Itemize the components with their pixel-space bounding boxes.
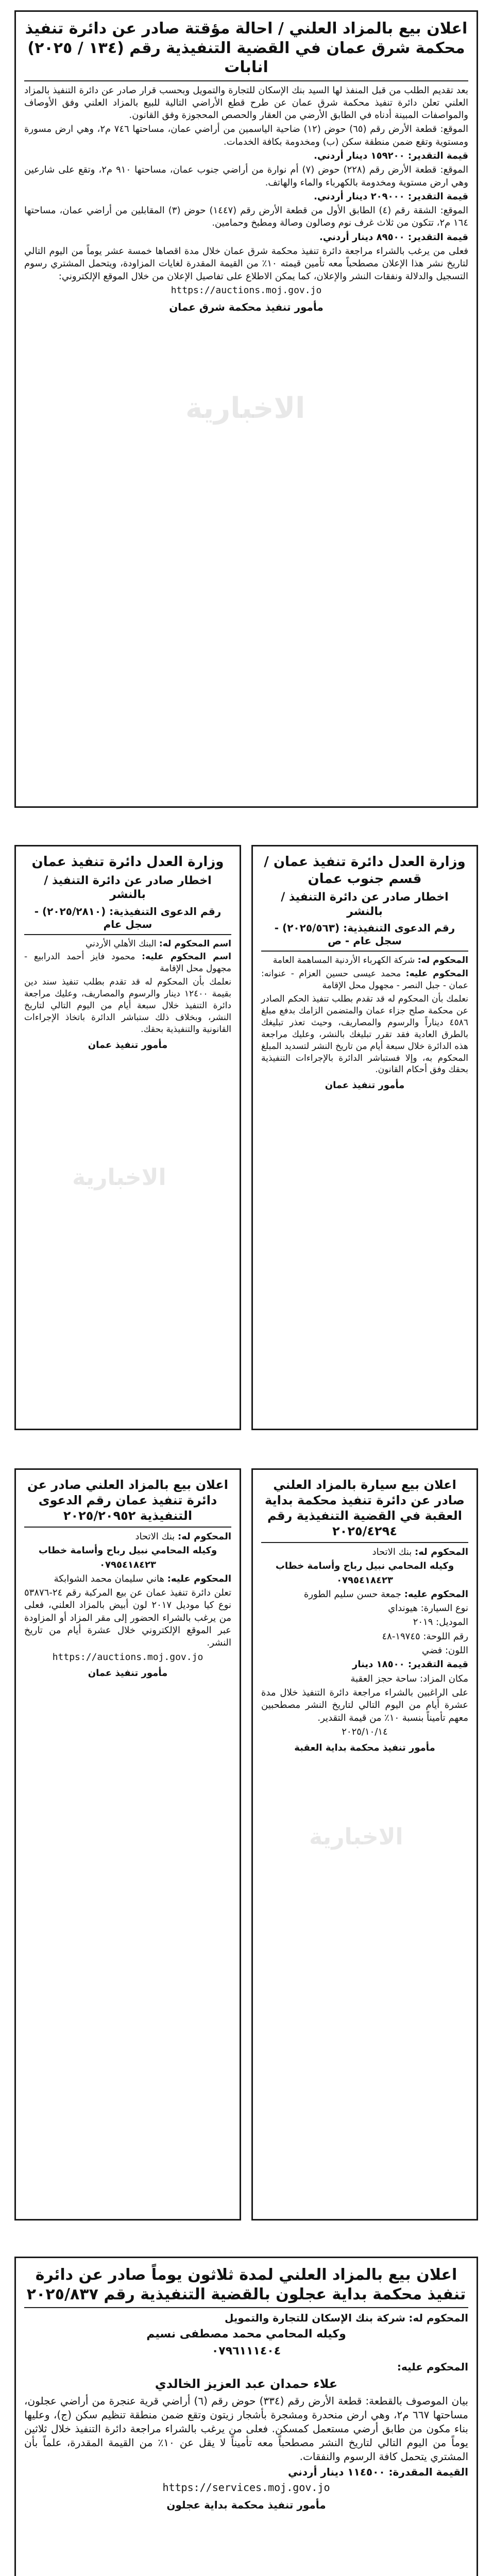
case-number: رقم الدعوى التنفيذية: (٢٠٢٥/٢٨١٠) - سجل عام <box>34 905 222 930</box>
list-item: الموديل: ٢٠١٩ <box>413 1617 468 1628</box>
notice-title: اعلان بيع بالمزاد العلني / احالة مؤقتة صادر عن دائرة تنفيذ محكمة شرق عمان في القضية التنفيذية رقم (١٣٤ / ٢٠٢٥) انابات <box>25 20 468 76</box>
auction-site-link[interactable]: https://auctions.moj.gov.jo <box>171 284 322 296</box>
list-item: الموقع: الشقة رقم (٤) الطابق الأول من قطعة الأرض رقم (١٤٤٧) حوض (٣) المقابلين من أراضي عمان، مساحتها ١٦٤ م٢، تتكون من ثلاث غرف نوم وصالون وصالة ومطبخ وحمامين. <box>24 205 469 229</box>
notice-subtitle: اخطار صادر عن دائرة التنفيذ / بالنشر <box>44 874 212 901</box>
creditor-name: شركة بنك الإسكان للتجارة والتمويل <box>225 2312 406 2324</box>
notice-title: اعلان بيع بالمزاد العلني صادر عن دائرة تنفيذ عمان رقم الدعوى التنفيذية ٢٠٢٥/٢٠٩٥٢ <box>27 1478 228 1523</box>
list-item: الموقع: قطعة الأرض رقم (٦٥) حوض (١٢) ضاحية الياسمين من أراضي عمان، مساحتها ٧٤٦ م٢، وهي ارض مسورة ومستوية وتقع ضمن منطقة سكن (ب) ومخدومة بكافة الخدمات. <box>24 124 468 147</box>
list-item: نوع السيارة: هيونداي <box>388 1603 468 1614</box>
notice-intro: بعد تقديم الطلب من قبل المنفذ لها السيد بنك الإسكان للتجارة والتمويل وبحسب قرار صادر عن دائرة التنفيذ بالمزاد العلني تعلن دائرة تنفيذ محكمة شرق عمان عن طرح قطع الأراضي التالية للبيع بالمزاد العلني وفق الأوصاف والمواصفات المبينة أدناه في الطابق الأرضي من العقار والحصص المحجوزة وفق القانون. <box>24 84 468 121</box>
agent-name: وكيله المحامي نبيل رباح وأسامة خطاب <box>275 1561 454 1572</box>
estimated-value: القيمة المقدرة: ١١٤٥٠٠ دينار أردني <box>288 2465 468 2478</box>
notice-title: وزارة العدل دائرة تنفيذ عمان / قسم جنوب عمان <box>264 854 466 887</box>
creditor-label: المحكوم له: <box>177 1531 231 1542</box>
notice-body <box>24 84 468 297</box>
notice-signature: مأمور تنفيذ محكمة بداية عجلون <box>166 2498 326 2511</box>
list-item: اللون: فضي <box>422 1645 468 1656</box>
notice-car-auction-aqaba <box>251 1468 478 2221</box>
creditor-label: المحكوم له: <box>417 955 468 965</box>
creditor-label: اسم المحكوم له: <box>159 938 231 949</box>
list-item: قيمة التقدير: ٨٩٥٠٠ دينار أردني. <box>319 231 468 243</box>
list-item: قيمة التقدير: ١٥٩٢٠٠ دينار أردني. <box>314 150 468 161</box>
creditor-name: بنك الاتحاد <box>135 1531 175 1542</box>
list-item: قيمة التقدير: ١٨٥٠٠ دينار <box>352 1659 468 1670</box>
divider <box>24 2307 468 2308</box>
auction-site-link[interactable]: https://auctions.moj.gov.jo <box>52 1651 203 1663</box>
notice-body <box>261 955 468 1076</box>
notice-text: نعلمك بأن المحكوم له قد تقدم بطلب تنفيذ سند دين بقيمة ١٢٤٠٠ دينار والرسوم والمصاريف، وعليك مراجعة دائرة التنفيذ خلال سبعة أيام من اليوم التالي لتاريخ النشر، وبخلاف ذلك ستباشر الدائرة باتخاذ الإجراءات القانونية والتنفيذية بحقك. <box>24 977 231 1035</box>
agent-phone: ٠٧٩٥٤١٨٤٢٣ <box>99 1559 156 1570</box>
notice-body <box>24 1531 231 1664</box>
list-item: مكان المزاد: ساحة حجز العقبة <box>350 1673 468 1684</box>
notice-ajloun-auction <box>14 2257 478 2576</box>
notice-title: اعلان بيع سيارة بالمزاد العلني صادر عن دائرة تنفيذ محكمة بداية العقبة في القضية التنفيذية رقم ٢٠٢٥/٤٢٩٤ <box>265 1478 465 1538</box>
notice-signature: مأمور تنفيذ محكمة شرق عمان <box>169 301 324 314</box>
notice-text: على الراغبين بالشراء مراجعة دائرة التنفيذ خلال مدة عشرة أيام من اليوم التالي لتاريخ النشر مصطحبين معهم تأميناً بنسبة ١٠٪ من قيمة التقدير. <box>261 1687 468 1723</box>
divider <box>24 80 468 81</box>
creditor-name: البنك الأهلي الأردني <box>85 938 157 949</box>
services-site-link[interactable]: https://services.moj.gov.jo <box>162 2481 330 2494</box>
debtor-label: المحكوم عليه: <box>397 2361 468 2374</box>
notice-auction-east-amman <box>14 10 478 808</box>
notice-signature: مأمور تنفيذ عمان <box>325 1080 405 1091</box>
debtor-name: محمد عيسى حسين العزام - عنوانه: عمان - جبل النصر - مجهول محل الإقامة <box>261 968 468 991</box>
divider <box>261 951 468 952</box>
divider <box>24 934 231 935</box>
notice-signature: مأمور تنفيذ عمان <box>88 1040 168 1050</box>
notice-text: تعلن دائرة تنفيذ عمان عن بيع المركبة رقم ٢٤-٥٣٨٧٦ نوع كيا موديل ٢٠١٧ لون أبيض بالمزاد العلني، فعلى من يرغب بالشراء الحضور إلى مقر المزاد أو المزاودة عبر الموقع الإلكتروني خلال عشرة أيام من تاريخ النشر. <box>24 1587 232 1649</box>
watermark-logo: الاخبارية <box>185 392 305 425</box>
notice-title: اعلان بيع بالمزاد العلني لمدة ثلاثون يوماً صادر عن دائرة تنفيذ محكمة بداية عجلون بالقضية التنفيذية رقم ٢٠٢٥/٨٣٧ <box>26 2266 466 2303</box>
agent-phone: ٠٧٩٥٤١٨٤٢٣ <box>336 1574 393 1586</box>
notice-terms: فعلى من يرغب بالشراء مراجعة دائرة تنفيذ محكمة شرق عمان خلال مدة اقصاها خمسة عشر يوماً من اليوم التالي لتاريخ نشر هذا الإعلان مصطحباً معه تأمين قيمته ١٠٪ من القيمة المقدرة لغايات المزاودة، ويتحمل المشتري رسوم التسجيل والدلالة ونفقات النشر والإعلان، كما يمكن الاطلاع على تفاصيل الإعلان من خلال الموقع الإلكتروني: <box>24 246 468 282</box>
notice-title: وزارة العدل دائرة تنفيذ عمان <box>31 854 224 870</box>
notice-text: نعلمك بأن المحكوم له قد تقدم بطلب تنفيذ الحكم الصادر عن محكمة صلح جزاء عمان والمتضمن الزامك بدفع مبلغ ٤٥٨٦ ديناراً والرسوم والمصاريف، وحيث تعذر تبليغك بالطرق العادية فقد تقرر تبليغك بالنشر، وعليك مراجعة هذه الدائرة خلال سبعة أيام من تاريخ النشر لتسديد المبلغ المحكوم به، وإلا فستباشر الدائرة بالإجراءات التنفيذية بحقك وفق أحكام القانون. <box>261 993 468 1075</box>
creditor-label: المحكوم له: <box>414 1547 468 1557</box>
creditor-name: شركة الكهرباء الأردنية المساهمة العامة <box>273 955 415 965</box>
notice-subtitle: اخطار صادر عن دائرة التنفيذ / بالنشر <box>281 891 449 918</box>
divider <box>24 1527 231 1528</box>
debtor-label: المحكوم عليه: <box>405 968 468 979</box>
debtor-name: جمعة حسن سليم الطورة <box>303 1588 401 1600</box>
agent-name: وكيله المحامي نبيل رباح وأسامة خطاب <box>38 1545 217 1556</box>
notice-body <box>24 938 231 1036</box>
notice-signature: مأمور تنفيذ عمان <box>88 1667 168 1679</box>
divider <box>261 1542 468 1543</box>
debtor-label: المحكوم عليه: <box>167 1573 231 1584</box>
agent-name: وكيله المحامي محمد مصطفى نسيم <box>146 2328 346 2341</box>
case-number: رقم الدعوى التنفيذية: (٢٠٢٥/٥٦٣) - سجل عام - ص <box>274 922 455 947</box>
notice-text: بيان الموصوف بالقطعة: قطعة الأرض رقم (٣٣٤) حوض رقم (٦) أراضي قرية عنجرة من أراضي عجلون، مساحتها ٦٦٧ م٢، وهي ارض منحدرة ومشجرة بأشجار زيتون وتقع ضمن منطقة تنظيم سكن (ج)، وعليها بناء مكون من طابق أرضي مستعمل كمسكن. فعلى من يرغب بالشراء مراجعة دائرة التنفيذ خلال ثلاثين يوماً من اليوم التالي لتاريخ النشر مصطحباً معه تأميناً لا يقل عن ١٠٪ من القيمة المقدرة، علماً بأن المشتري يتحمل كافة الرسوم والنفقات. <box>24 2394 468 2463</box>
debtor-label: المحكوم عليه: <box>404 1588 468 1600</box>
notice-body <box>261 1546 468 1738</box>
notice-signature: مأمور تنفيذ محكمة بداية العقبة <box>294 1742 435 1754</box>
notice-date: ٢٠٢٥/١٠/١٤ <box>342 1726 388 1737</box>
watermark-logo: الاخبارية <box>72 1164 166 1191</box>
list-item: قيمة التقدير: ٢٠٩٠٠٠ دينار أردني. <box>314 191 468 202</box>
creditor-name: بنك الاتحاد <box>372 1547 412 1557</box>
agent-phone: ٠٧٩٦١١١٤٠٤ <box>211 2344 281 2358</box>
debtor-name: علاء حمدان عبد العزيز الخالدي <box>155 2377 338 2392</box>
watermark-logo: الاخبارية <box>309 1824 403 1850</box>
debtor-label: اسم المحكوم عليه: <box>142 952 231 962</box>
debtor-name: هاني سليمان محمد الشوابكة <box>54 1573 164 1584</box>
notice-amman-auction <box>14 1468 241 2221</box>
notice-body <box>24 2311 468 2495</box>
notice-amman-execution <box>14 845 241 1430</box>
creditor-label: المحكوم له: <box>409 2312 468 2324</box>
debtor-name: محمود فايز أحمد الدرابيع - مجهول محل الإقامة <box>24 952 231 974</box>
list-item: رقم اللوحة: ١٩٧٤٥-٤٨ <box>382 1631 468 1642</box>
list-item: الموقع: قطعة الأرض رقم (٢٢٨) حوض (٧) أم نوارة من أراضي جنوب عمان، مساحتها ٩١٠ م٢، وتقع على شارعين وهي ارض مستوية ومخدومة بالكهرباء والماء والهاتف. <box>24 164 468 188</box>
notice-south-amman <box>251 845 478 1430</box>
